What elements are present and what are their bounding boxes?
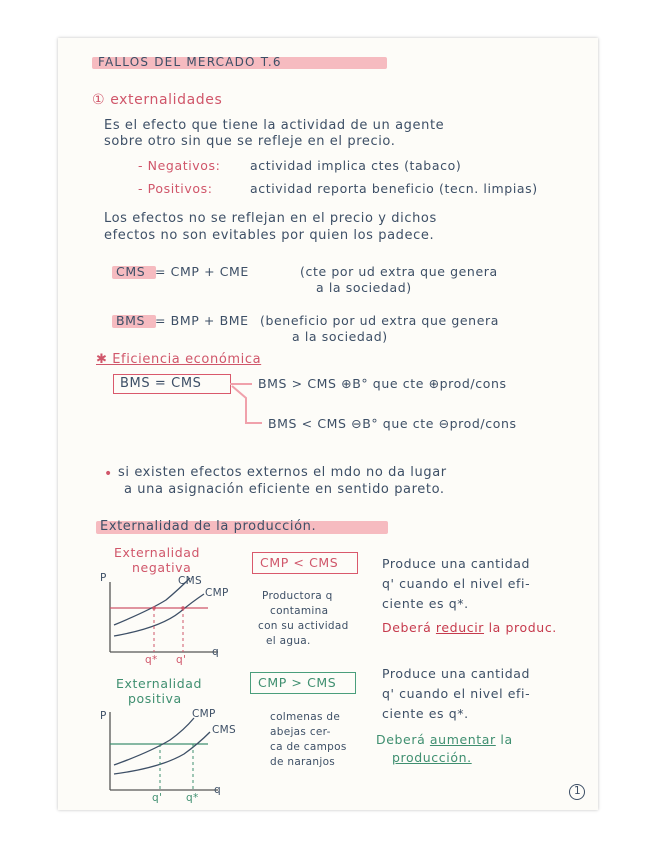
pos-graph-tick-qstar: q*	[186, 792, 199, 804]
negative-example-2: contamina	[270, 605, 329, 617]
positive-text-4-underlined: aumentar	[429, 732, 496, 747]
negative-text: actividad implica ctes (tabaco)	[250, 158, 462, 173]
cms-formula: = CMP + CME	[155, 264, 249, 279]
neg-graph-x-label: q	[212, 646, 219, 658]
neg-graph-tick-qstar: q*	[145, 654, 158, 666]
negative-title-1: Externalidad	[114, 545, 201, 560]
negative-text-4-post: la produc.	[488, 620, 557, 635]
pos-graph-curve-cmp: CMP	[192, 708, 216, 720]
negative-text-4-pre: Deberá	[382, 620, 432, 635]
pareto-line-2: a una asignación eficiente en sentido pareto.	[124, 482, 445, 497]
definition-line-1: Es el efecto que tiene la actividad de un agente	[104, 118, 445, 133]
neg-graph-y-label: P	[100, 572, 107, 584]
pos-graph-tick-qprime: q'	[152, 792, 163, 804]
bms-note-2: a la sociedad)	[292, 329, 388, 344]
externalities-heading: ① externalidades	[92, 92, 223, 108]
efficiency-box-text: BMS = CMS	[120, 376, 202, 391]
bullet-dot: •	[104, 466, 113, 482]
bms-formula: = BMP + BME	[155, 313, 249, 328]
neg-graph-tick-qprime: q'	[176, 654, 187, 666]
positive-text-4-post: la	[500, 732, 513, 747]
negative-box-text: CMP < CMS	[260, 555, 339, 570]
negative-text-4-underlined: reducir	[435, 620, 485, 635]
positive-text-2: q' cuando el nivel efi-	[382, 686, 531, 701]
positive-example-2: abejas cer-	[270, 726, 331, 738]
efficiency-heading: ✱ Eficiencia económica	[96, 352, 262, 367]
negative-example-1: Productora q	[262, 590, 333, 602]
positive-example-3: ca de campos	[270, 741, 347, 753]
negative-text-2: q' cuando el nivel efi-	[382, 576, 531, 591]
positive-title-1: Externalidad	[116, 676, 203, 691]
definition-line-2: sobre otro sin que se refleje en el precio.	[104, 134, 396, 149]
negative-label: - Negativos:	[138, 158, 221, 173]
production-heading: Externalidad de la producción.	[100, 519, 317, 534]
positive-example-1: colmenas de	[270, 711, 341, 723]
negative-text-1: Produce una cantidad	[382, 556, 531, 571]
pos-graph-curve-cms: CMS	[212, 724, 236, 736]
bms-note-1: (beneficio por ud extra que genera	[260, 313, 499, 328]
positive-text-5: producción.	[392, 750, 472, 765]
negative-example-3: con su actividad	[258, 620, 349, 632]
positive-text-4-pre: Deberá	[376, 732, 426, 747]
positive-example-4: de naranjos	[270, 756, 336, 768]
neg-graph-curve-cms: CMS	[178, 575, 202, 587]
effects-line-2: efectos no son evitables por quien los padece.	[104, 228, 435, 243]
pos-graph-x-label: q	[214, 784, 221, 796]
bms-label: BMS	[116, 313, 146, 328]
positive-text-3: ciente es q*.	[382, 706, 469, 721]
positive-text-1: Produce una cantidad	[382, 666, 531, 681]
page-title: FALLOS DEL MERCADO T.6	[98, 55, 282, 69]
negative-example-4: el agua.	[266, 635, 311, 647]
efficiency-case-2: BMS < CMS ⊖B° que cte ⊖prod/cons	[268, 416, 517, 431]
pareto-line-1: si existen efectos externos el mdo no da lugar	[118, 465, 447, 480]
efficiency-case-1: BMS > CMS ⊕B° que cte ⊕prod/cons	[258, 376, 507, 391]
neg-graph-curve-cmp: CMP	[205, 587, 229, 599]
effects-line-1: Los efectos no se reflejan en el precio y dichos	[104, 211, 437, 226]
positive-text: actividad reporta beneficio (tecn. limpias)	[250, 181, 538, 196]
pos-graph-y-label: P	[100, 710, 107, 722]
positive-label: - Positivos:	[138, 181, 213, 196]
negative-text-3: ciente es q*.	[382, 596, 469, 611]
cms-note-1: (cte por ud extra que genera	[300, 264, 498, 279]
positive-text-4	[376, 732, 513, 747]
cms-note-2: a la sociedad)	[316, 280, 412, 295]
positive-title-2: positiva	[128, 691, 182, 706]
negative-title-2: negativa	[132, 560, 192, 575]
cms-label: CMS	[116, 264, 146, 279]
positive-box-text: CMP > CMS	[258, 675, 337, 690]
page-number: 1	[574, 785, 581, 797]
